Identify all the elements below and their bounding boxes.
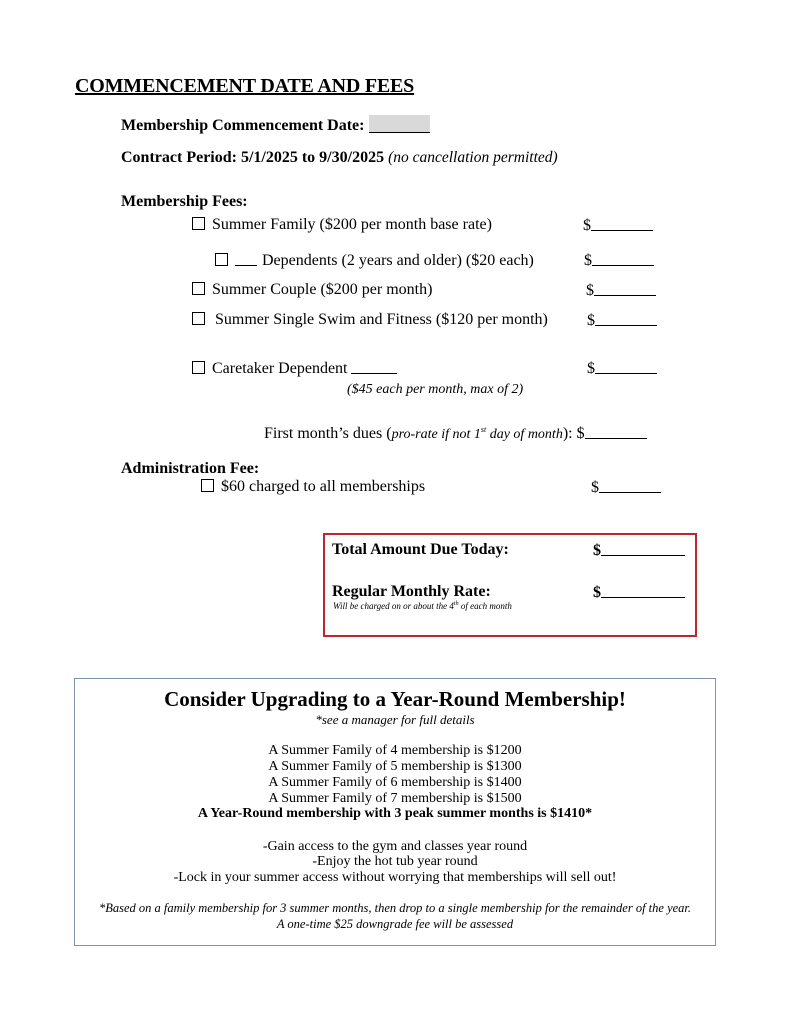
price-line: A Summer Family of 6 membership is $1400 xyxy=(268,775,522,790)
currency-symbol: $ xyxy=(587,360,595,377)
monthly-rate-note xyxy=(333,601,512,611)
currency-symbol: $ xyxy=(583,217,591,234)
upgrade-footnote: *Based on a family membership for 3 summer months, then drop to a single membership for the remainder of the year. xyxy=(98,901,692,915)
caretaker-name-field[interactable] xyxy=(351,359,397,374)
summer-family-checkbox[interactable] xyxy=(192,217,205,230)
first-month-amount-field[interactable] xyxy=(585,424,647,439)
price-line: A Summer Family of 7 membership is $1500 xyxy=(268,791,522,806)
first-month-suffix: ): $ xyxy=(562,425,585,442)
summer-couple-amount[interactable] xyxy=(586,281,656,300)
fee-row-summer-family xyxy=(192,216,492,234)
currency-symbol: $ xyxy=(587,312,595,329)
upgrade-title: Consider Upgrading to a Year-Round Membership! xyxy=(164,687,626,711)
monthly-note-a: Will be charged on or about the 4 xyxy=(333,601,454,611)
caretaker-label: Caretaker Dependent xyxy=(212,360,348,377)
section-title: COMMENCEMENT DATE AND FEES xyxy=(75,75,415,97)
total-due-amount[interactable] xyxy=(593,541,685,560)
currency-symbol: $ xyxy=(591,479,599,496)
benefit-line: -Enjoy the hot tub year round xyxy=(312,854,478,869)
admin-fee-label: $60 charged to all memberships xyxy=(221,478,426,495)
benefit-line: -Lock in your summer access without worrying that memberships will sell out! xyxy=(173,870,617,885)
totals-box xyxy=(323,533,697,637)
summer-family-amount[interactable] xyxy=(583,216,653,235)
fee-row-caretaker xyxy=(192,359,397,378)
summer-family-label: Summer Family ($200 per month base rate) xyxy=(212,216,492,233)
summer-couple-checkbox[interactable] xyxy=(192,282,205,295)
summer-single-checkbox[interactable] xyxy=(192,312,205,325)
membership-fees-heading: Membership Fees: xyxy=(121,193,248,210)
price-line: A Summer Family of 4 membership is $1200 xyxy=(268,743,522,758)
dependents-count-field[interactable] xyxy=(235,251,257,266)
fee-row-summer-single xyxy=(192,311,548,329)
caretaker-checkbox[interactable] xyxy=(192,361,205,374)
summer-single-label: Summer Single Swim and Fitness ($120 per month) xyxy=(215,311,548,328)
first-month-italic-b: day of month xyxy=(486,427,563,442)
monthly-note-sup: th xyxy=(453,601,459,607)
first-month-prefix: First month’s dues ( xyxy=(264,425,392,442)
admin-fee-checkbox[interactable] xyxy=(201,479,214,492)
upgrade-box xyxy=(74,678,716,946)
commencement-label: Membership Commencement Date: xyxy=(121,117,365,134)
yearround-price-line: A Year-Round membership with 3 peak summer months is $1410* xyxy=(197,806,593,821)
contract-period-label: Contract Period: 5/1/2025 to 9/30/2025 xyxy=(121,149,385,166)
fee-row-summer-couple xyxy=(192,281,432,299)
price-line: A Summer Family of 5 membership is $1300 xyxy=(268,759,522,774)
contract-period-note: (no cancellation permitted) xyxy=(388,149,558,166)
upgrade-footnote-fee: A one-time $25 downgrade fee will be assessed xyxy=(276,917,514,931)
first-month-italic-a: pro-rate if not 1 xyxy=(391,427,481,442)
fee-row-dependents xyxy=(215,251,534,270)
upgrade-subtitle: *see a manager for full details xyxy=(315,712,475,727)
dependents-label: Dependents (2 years and older) ($20 each) xyxy=(262,252,534,269)
commencement-date-field[interactable] xyxy=(369,115,430,133)
summer-single-amount[interactable] xyxy=(587,311,657,330)
admin-fee-row xyxy=(201,478,425,496)
admin-fee-heading: Administration Fee: xyxy=(121,460,260,477)
dependents-amount[interactable] xyxy=(584,251,654,270)
caretaker-amount[interactable] xyxy=(587,359,657,378)
monthly-note-b: of each month xyxy=(458,601,512,611)
contract-period-row xyxy=(121,149,558,167)
monthly-rate-amount[interactable] xyxy=(593,583,685,602)
monthly-rate-label: Regular Monthly Rate: xyxy=(332,583,491,600)
admin-fee-amount[interactable] xyxy=(591,478,661,497)
caretaker-note: ($45 each per month, max of 2) xyxy=(347,382,524,397)
total-due-label: Total Amount Due Today: xyxy=(332,541,509,558)
summer-couple-label: Summer Couple ($200 per month) xyxy=(212,281,433,298)
currency-symbol: $ xyxy=(584,252,592,269)
currency-symbol: $ xyxy=(593,584,601,601)
currency-symbol: $ xyxy=(586,282,594,299)
dependents-checkbox[interactable] xyxy=(215,253,228,266)
first-month-sup: st xyxy=(480,425,487,434)
benefit-line: -Gain access to the gym and classes year round xyxy=(262,839,528,854)
first-month-dues-row xyxy=(264,424,647,443)
currency-symbol: $ xyxy=(593,542,601,559)
commencement-row xyxy=(121,115,430,135)
